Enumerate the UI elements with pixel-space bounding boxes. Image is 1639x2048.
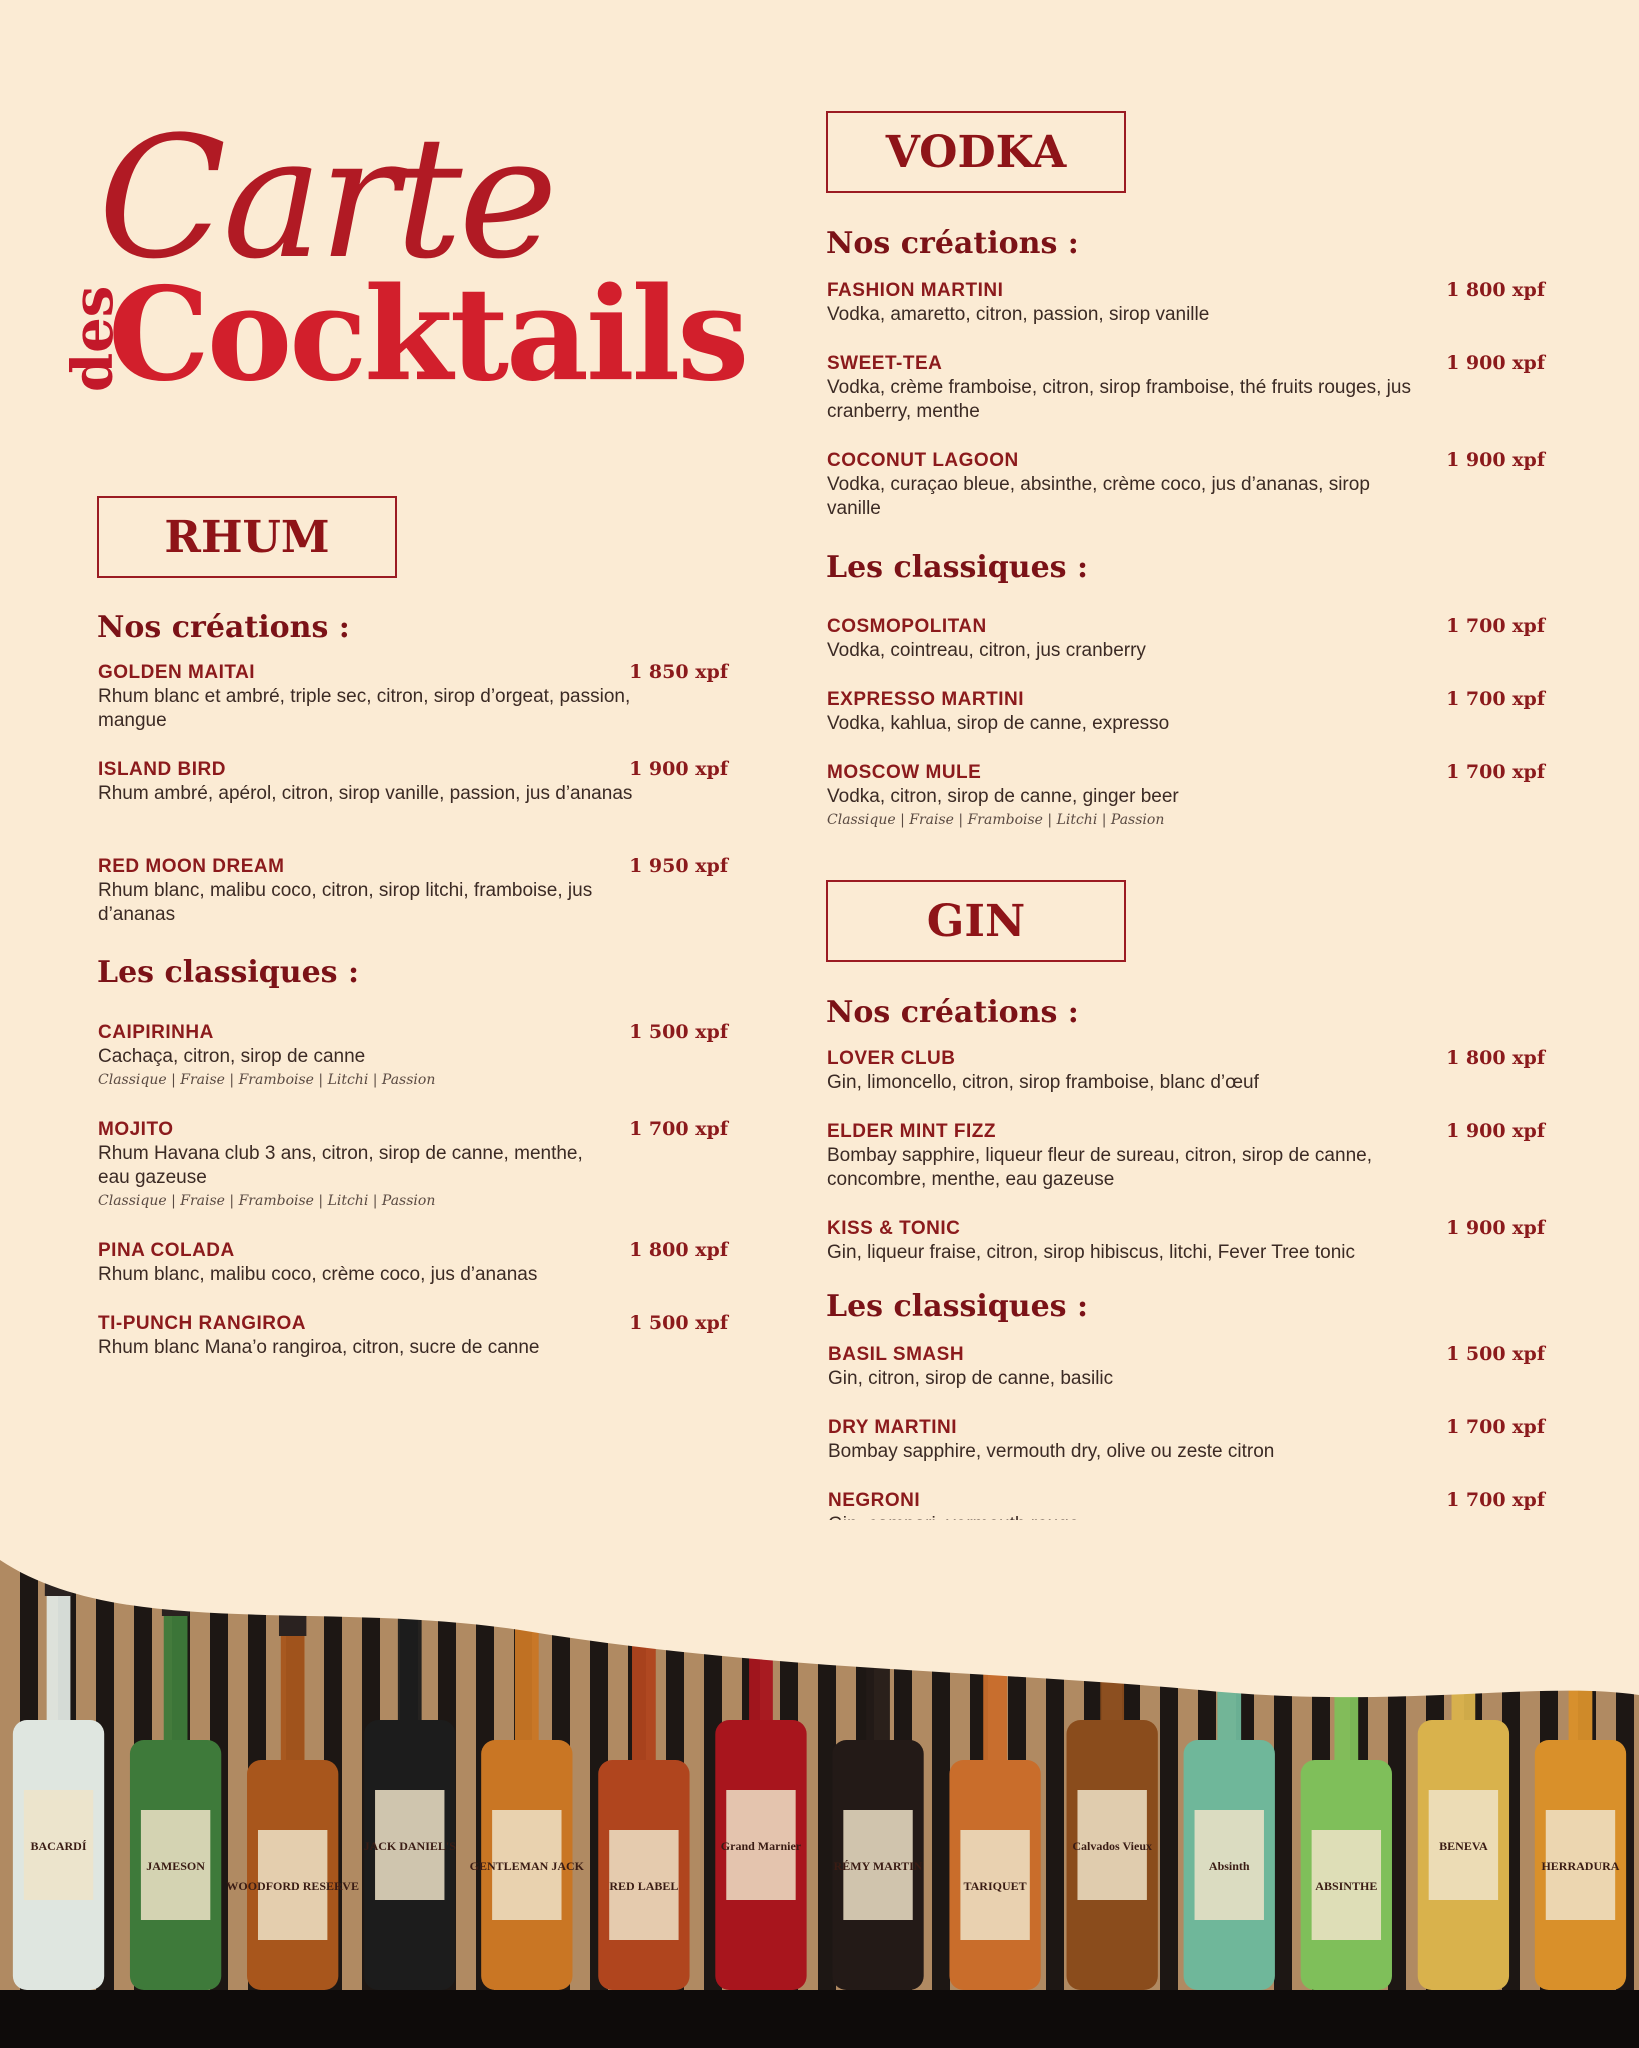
bottle-neck <box>47 1590 71 1730</box>
item-name: NEGRONI <box>828 1490 921 1511</box>
menu-item-fashion-martini <box>827 279 1545 327</box>
vodka-creations-label: Nos créations : <box>826 226 1079 261</box>
bottle-label-text: BENEVA <box>1439 1839 1488 1853</box>
item-name: ISLAND BIRD <box>98 759 226 780</box>
title-carte: Carte <box>98 100 554 296</box>
item-desc: Vodka, crème framboise, citron, sirop framboise, thé fruits rouges, jus cranberry, menthe <box>827 377 1411 422</box>
item-name: GOLDEN MAITAI <box>98 662 256 683</box>
item-price: 1 500 xpf <box>629 1021 728 1043</box>
item-name: COCONUT LAGOON <box>827 450 1019 471</box>
bottle-label-text: HERRADURA <box>1541 1859 1620 1873</box>
bottle-label-text: RED LABEL <box>609 1879 679 1893</box>
item-name: LOVER CLUB <box>827 1048 956 1069</box>
item-price: 1 900 xpf <box>1446 352 1545 374</box>
menu-item-island-bird <box>98 758 728 806</box>
item-price: 1 500 xpf <box>629 1312 728 1334</box>
vodka-heading: VODKA <box>826 111 1126 193</box>
rhum-classiques-label: Les classiques : <box>97 955 360 990</box>
item-name: COSMOPOLITAN <box>827 616 987 637</box>
item-desc: Vodka, amaretto, citron, passion, sirop vanille <box>827 304 1210 325</box>
item-price: 1 800 xpf <box>1446 279 1545 301</box>
menu-title <box>50 100 770 410</box>
item-price: 1 900 xpf <box>629 758 728 780</box>
item-price: 1 800 xpf <box>1446 1047 1545 1069</box>
item-desc: Gin, limoncello, citron, sirop framboise, blanc d’œuf <box>827 1072 1259 1093</box>
item-name: CAIPIRINHA <box>98 1022 214 1043</box>
menu-item-kiss-and-tonic <box>827 1217 1545 1265</box>
bottle-bar-drawing <box>0 1520 1639 2048</box>
gin-creations-label: Nos créations : <box>826 995 1079 1030</box>
bottle-label-text: RÉMY MARTIN <box>833 1859 923 1873</box>
item-name: PINA COLADA <box>98 1240 235 1261</box>
item-price: 1 950 xpf <box>629 855 728 877</box>
item-desc: Bombay sapphire, vermouth dry, olive ou zeste citron <box>828 1441 1275 1462</box>
bottle-label-text: Calvados Vieux <box>1072 1839 1153 1853</box>
bottle-neck <box>281 1630 305 1770</box>
item-variants: Classique | Fraise | Framboise | Litchi | Passion <box>827 812 1165 828</box>
item-variants: Classique | Fraise | Framboise | Litchi | Passion <box>98 1072 436 1088</box>
item-name: TI-PUNCH RANGIROA <box>98 1313 306 1334</box>
menu-item-coconut-lagoon <box>827 449 1545 521</box>
bottle-label-text: TARIQUET <box>963 1879 1027 1893</box>
menu-item-basil-smash <box>828 1343 1545 1391</box>
bottle-label-text: GENTLEMAN JACK <box>469 1859 584 1873</box>
bottle-neck <box>164 1610 188 1750</box>
item-name: FASHION MARTINI <box>827 280 1004 301</box>
item-price: 1 900 xpf <box>1446 1217 1545 1239</box>
item-name: ELDER MINT FIZZ <box>827 1121 996 1142</box>
item-desc: Rhum blanc, malibu coco, citron, sirop litchi, framboise, jus d’ananas <box>98 880 593 925</box>
menu-item-pina-colada <box>98 1239 728 1287</box>
item-desc: Rhum blanc, malibu coco, crème coco, jus d’ananas <box>98 1264 538 1285</box>
menu-item-sweet-tea <box>827 352 1545 424</box>
item-name: DRY MARTINI <box>828 1417 957 1438</box>
bottle-label-text: WOODFORD RESERVE <box>226 1879 359 1893</box>
item-variants: Classique | Fraise | Framboise | Litchi | Passion <box>98 1193 436 1209</box>
item-price: 1 500 xpf <box>1446 1343 1545 1365</box>
bottle-neck <box>632 1630 656 1770</box>
menu-item-dry-martini <box>828 1416 1545 1464</box>
title-cocktails: Cocktails <box>108 260 747 410</box>
item-price: 1 900 xpf <box>1446 1120 1545 1142</box>
item-desc: Rhum Havana club 3 ans, citron, sirop de canne, menthe, eau gazeuse <box>98 1143 583 1188</box>
menu-item-caipirinha <box>98 1021 728 1091</box>
gin-classiques-label: Les classiques : <box>826 1289 1089 1324</box>
item-name: BASIL SMASH <box>828 1344 965 1365</box>
title-des: des <box>60 285 126 392</box>
bottle-label-text: BACARDÍ <box>30 1839 87 1853</box>
item-price: 1 700 xpf <box>629 1118 728 1140</box>
rhum-creations-label: Nos créations : <box>97 610 350 645</box>
item-price: 1 850 xpf <box>629 661 728 683</box>
item-price: 1 900 xpf <box>1446 449 1545 471</box>
item-price: 1 700 xpf <box>1446 688 1545 710</box>
bottle-label-text: Absinth <box>1208 1859 1250 1873</box>
bottle-label-text: ABSINTHE <box>1315 1879 1378 1893</box>
menu-item-ti-punch-rangiroa <box>98 1312 728 1360</box>
menu-item-cosmopolitan <box>827 615 1545 663</box>
item-desc: Rhum ambré, apérol, citron, sirop vanille, passion, jus d’ananas <box>98 783 633 804</box>
item-name: SWEET-TEA <box>827 353 943 374</box>
item-desc: Gin, liqueur fraise, citron, sirop hibiscus, litchi, Fever Tree tonic <box>827 1242 1355 1263</box>
item-price: 1 700 xpf <box>1446 615 1545 637</box>
rhum-heading: RHUM <box>97 496 397 578</box>
item-price: 1 700 xpf <box>1446 1416 1545 1438</box>
item-name: KISS & TONIC <box>827 1218 961 1239</box>
item-name: MOJITO <box>98 1119 174 1140</box>
menu-item-red-moon-dream <box>98 855 728 927</box>
item-desc: Vodka, kahlua, sirop de canne, expresso <box>827 713 1170 734</box>
menu-item-golden-maitai <box>98 661 728 733</box>
bottle-bar-image <box>0 1520 1639 2048</box>
item-desc: Vodka, citron, sirop de canne, ginger beer <box>827 786 1179 807</box>
bottle-label-text: JAMESON <box>146 1859 205 1873</box>
item-desc: Gin, citron, sirop de canne, basilic <box>828 1368 1114 1389</box>
menu-item-expresso-martini <box>827 688 1545 736</box>
menu-item-lover-club <box>827 1047 1545 1095</box>
menu-item-moscow-mule <box>827 761 1545 831</box>
item-price: 1 800 xpf <box>629 1239 728 1261</box>
menu-item-mojito <box>98 1118 728 1212</box>
gin-heading: GIN <box>826 880 1126 962</box>
item-name: EXPRESSO MARTINI <box>827 689 1024 710</box>
item-desc: Bombay sapphire, liqueur fleur de sureau, citron, sirop de canne, concombre, menthe, eau gazeuse <box>827 1145 1372 1190</box>
item-desc: Vodka, curaçao bleue, absinthe, crème coco, jus d’ananas, sirop vanille <box>827 474 1370 519</box>
item-desc: Rhum blanc Mana’o rangiroa, citron, sucre de canne <box>98 1337 540 1358</box>
item-price: 1 700 xpf <box>1446 761 1545 783</box>
item-name: RED MOON DREAM <box>98 856 285 877</box>
item-price: 1 700 xpf <box>1446 1489 1545 1511</box>
vodka-classiques-label: Les classiques : <box>826 550 1089 585</box>
item-desc: Cachaça, citron, sirop de canne <box>98 1046 366 1067</box>
item-desc: Vodka, cointreau, citron, jus cranberry <box>827 640 1146 661</box>
item-desc: Rhum blanc et ambré, triple sec, citron, sirop d’orgeat, passion, mangue <box>98 686 631 731</box>
bottle-label-text: JACK DANIEL'S <box>363 1839 456 1853</box>
bottle-label-text: Grand Marnier <box>720 1839 802 1853</box>
item-name: MOSCOW MULE <box>827 762 982 783</box>
menu-item-elder-mint-fizz <box>827 1120 1545 1192</box>
